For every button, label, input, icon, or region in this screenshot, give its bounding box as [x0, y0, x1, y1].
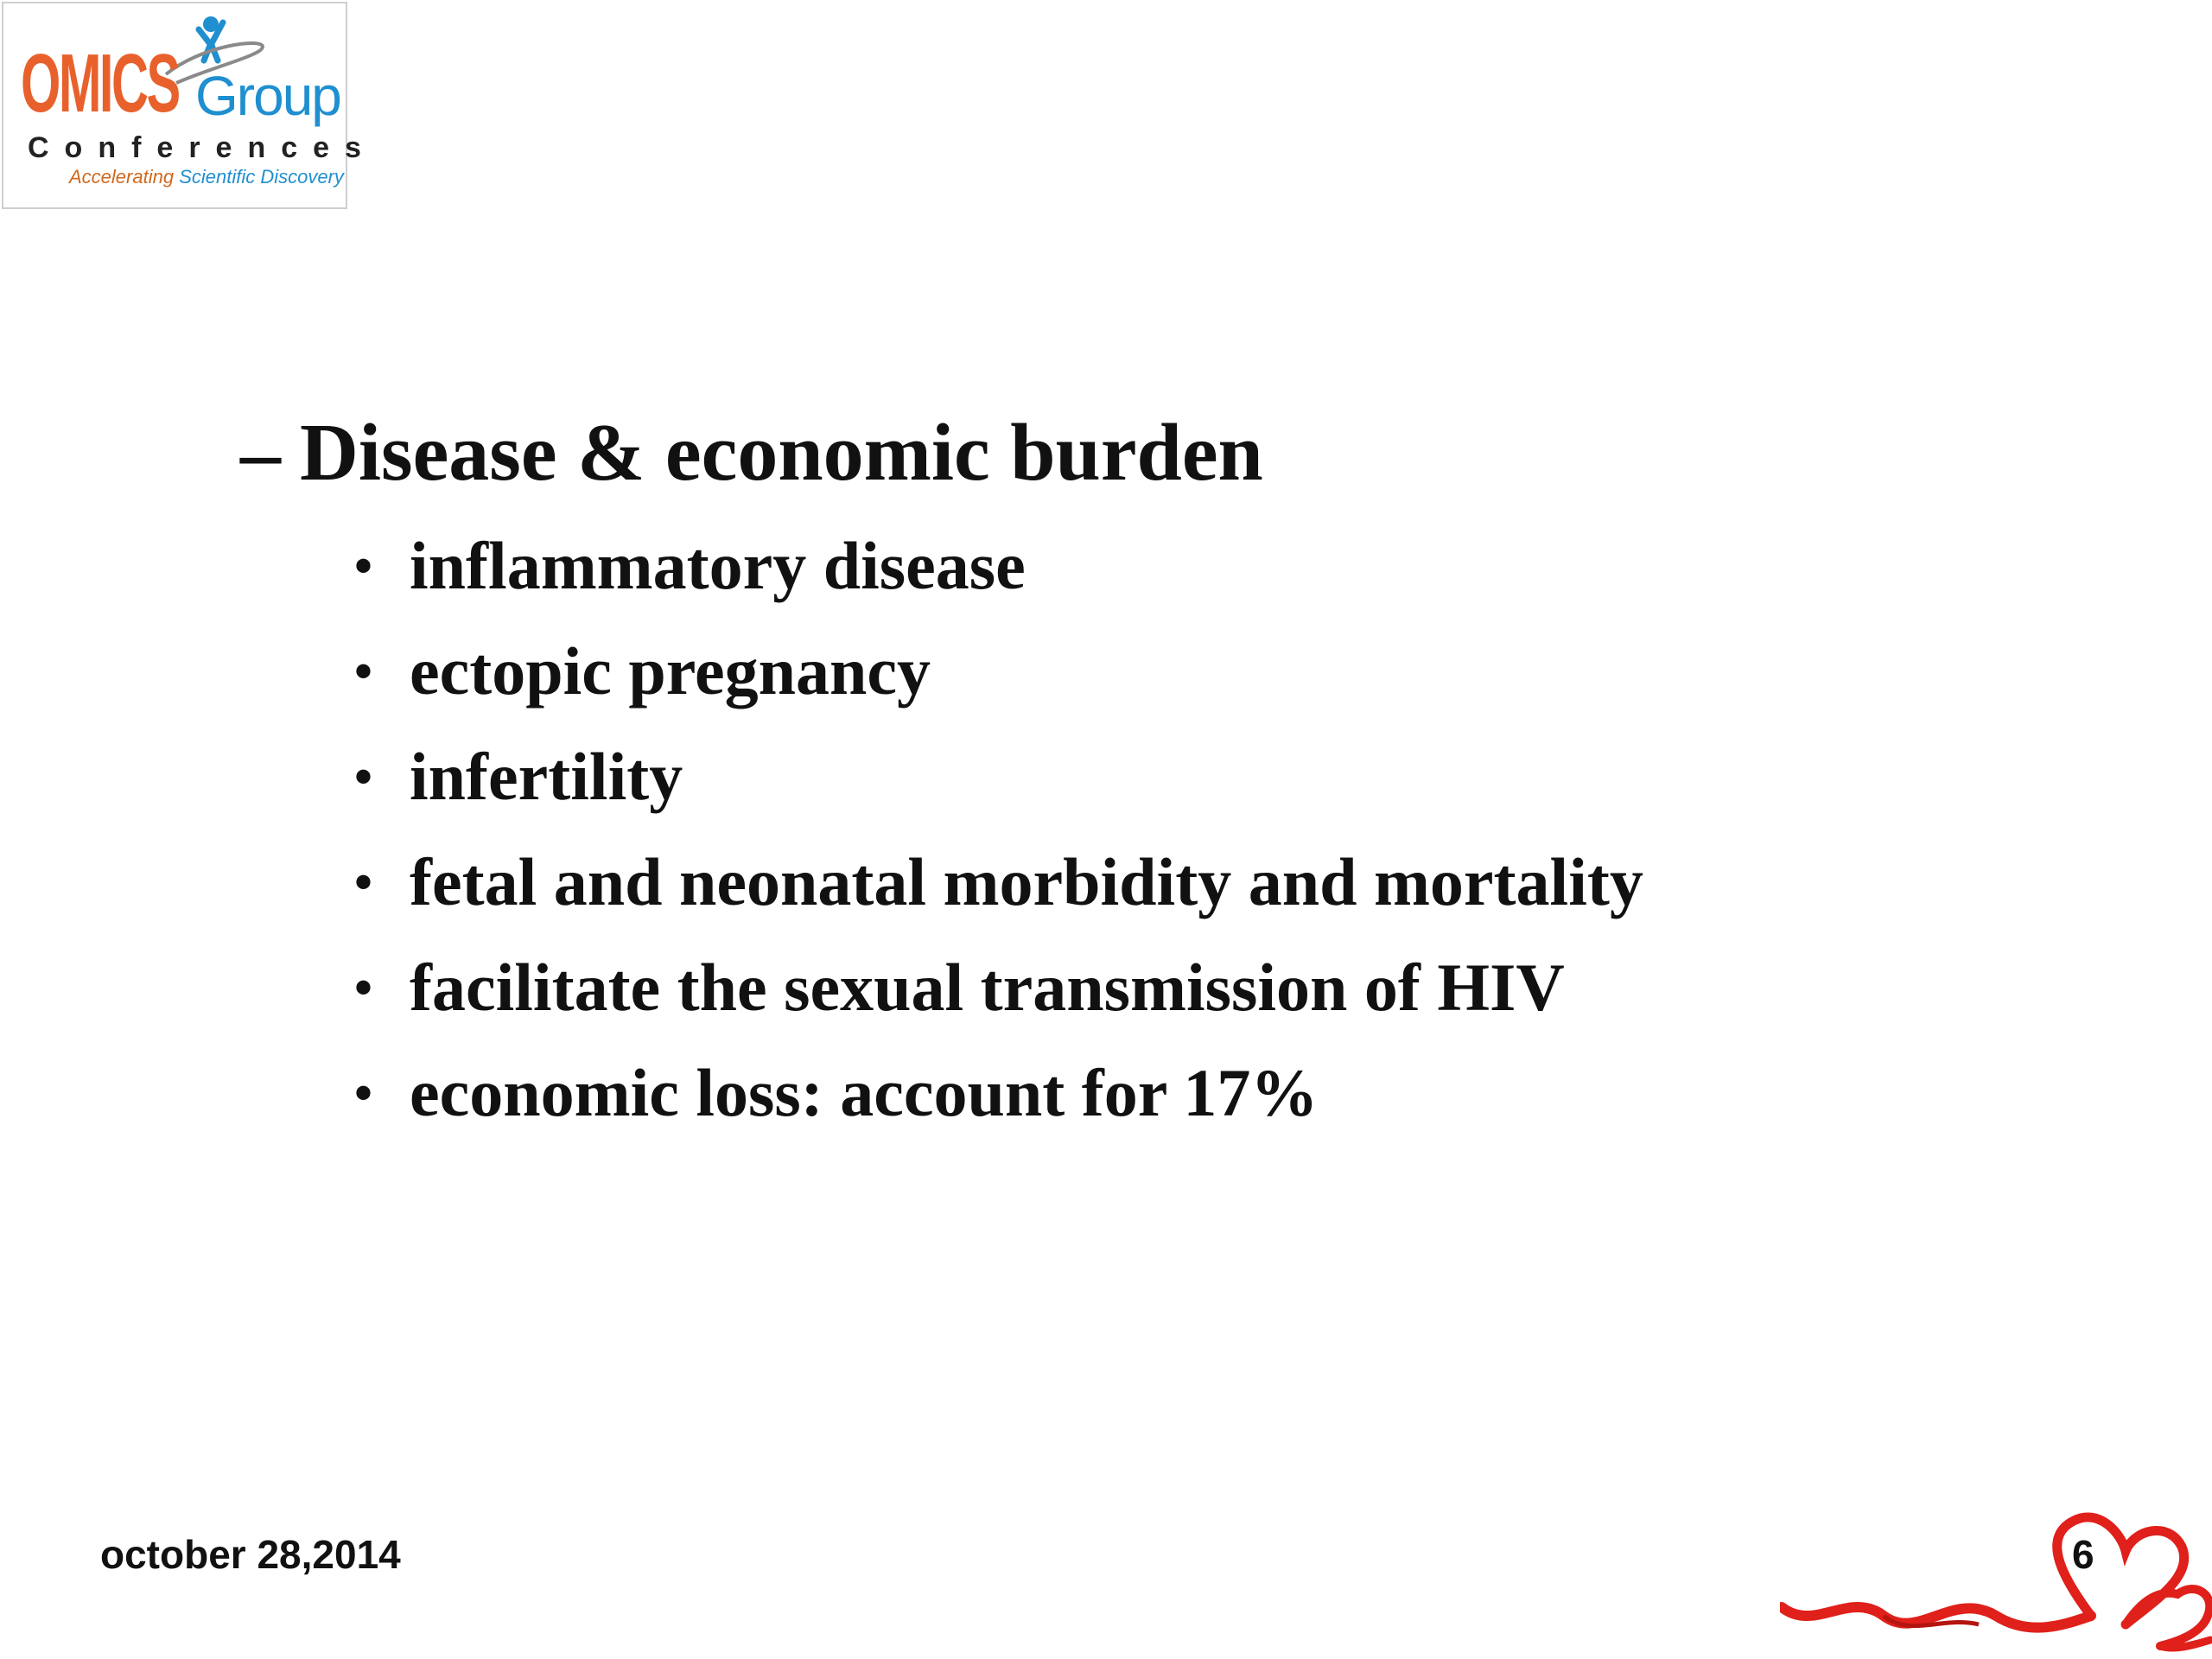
omics-group-logo: [2, 2, 377, 209]
list-item: [354, 1054, 1643, 1160]
bullet-list: [354, 527, 1643, 1160]
logo-tagline-part1: Accelerating: [69, 166, 180, 188]
bullet-text: economic loss: account for 17%: [410, 1055, 1319, 1130]
heading-dash: –: [240, 408, 281, 498]
footer-date: october 28,2014: [100, 1532, 401, 1577]
heading-text: Disease & economic burden: [300, 408, 1263, 498]
bullet-text: facilitate the sexual transmission of HIV: [410, 950, 1565, 1025]
bullet-text: inflammatory disease: [410, 528, 1026, 603]
bullet-dot: •: [354, 959, 373, 1016]
logo-tagline: [69, 166, 344, 188]
bullet-text: infertility: [410, 739, 683, 814]
list-item: [354, 949, 1643, 1054]
section-heading: [240, 406, 1263, 499]
bullet-text: fetal and neonatal morbidity and mortality: [410, 844, 1643, 919]
heart-ribbon-icon: [1780, 1486, 2212, 1659]
bullet-dot: •: [354, 1065, 373, 1122]
list-item: [354, 843, 1643, 949]
logo-tagline-part2: Scientific Discovery: [179, 166, 344, 188]
page-number: 6: [2072, 1532, 2094, 1577]
list-item: [354, 527, 1643, 632]
bullet-dot: •: [354, 643, 373, 700]
list-item: [354, 632, 1643, 738]
logo-group-text: Group: [195, 65, 340, 127]
bullet-text: ectopic pregnancy: [410, 633, 931, 709]
logo-conferences-text: Conferences: [28, 131, 377, 164]
bullet-dot: •: [354, 748, 373, 805]
bullet-dot: •: [354, 537, 373, 594]
list-item: [354, 738, 1643, 843]
logo-omics-text: OMICS: [21, 37, 179, 130]
bullet-dot: •: [354, 854, 373, 911]
